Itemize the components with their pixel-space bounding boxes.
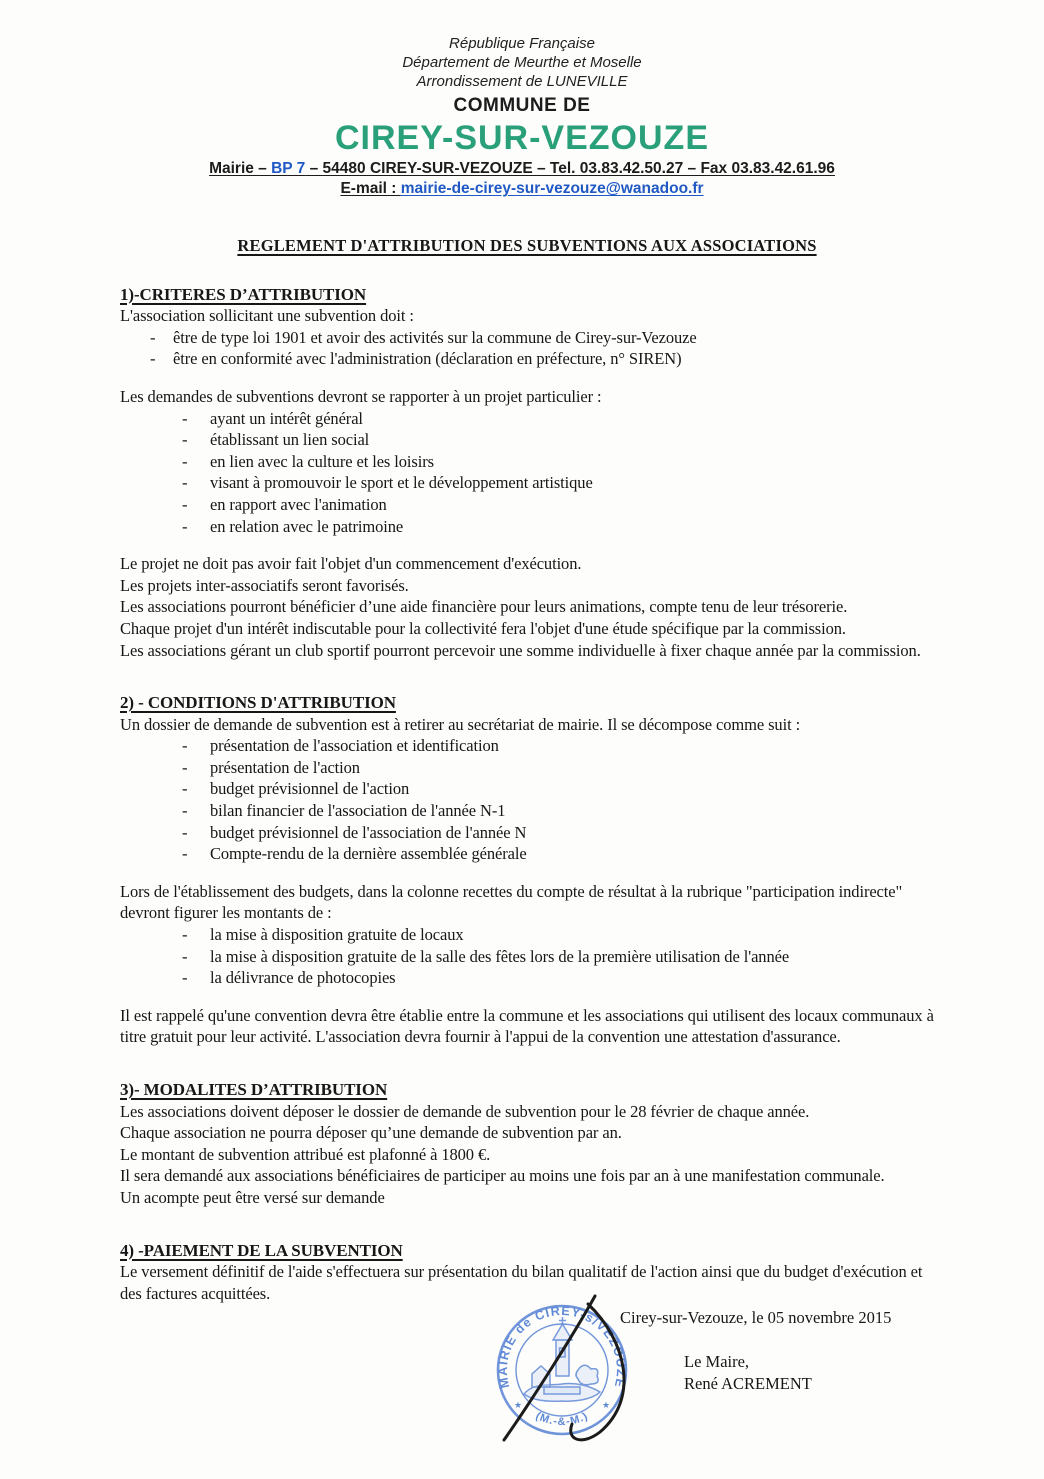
paragraph: Le versement définitif de l'aide s'effectuera sur présentation du bilan qualitatif de l'action ainsi que du budget d'exécution et des factures acquittées. [120, 1262, 923, 1303]
list-item-text: budget prévisionnel de l'action [210, 779, 410, 799]
list-item [120, 408, 934, 430]
list-item [120, 822, 934, 844]
bullet-dash: - [182, 925, 188, 945]
section-2-heading: 2) - CONDITIONS D'ATTRIBUTION [120, 693, 396, 713]
list-item [120, 735, 934, 757]
paragraph: Les associations pourront bénéficier d’une aide financière pour leurs animations, compte tenu de leur trésorerie. [120, 597, 848, 617]
paragraph: Chaque association ne pourra déposer qu’une demande de subvention par an. [120, 1123, 622, 1143]
signature-place-date: Cirey-sur-Vezouze, le 05 novembre 2015 [620, 1308, 892, 1327]
section-modalites [120, 1079, 934, 1209]
commune-name: CIREY-SUR-VEZOUZE [334, 119, 710, 157]
list-item [120, 946, 934, 968]
stamp-top-text: MAIRIE de CIREY-s/VEZOUZE [495, 1303, 629, 1390]
paragraph: Les associations doivent déposer le dossier de demande de subvention pour le 28 février de chaque année. [120, 1101, 810, 1121]
list-item [120, 429, 934, 451]
stamp-village-illustration [524, 1317, 600, 1401]
list-item-text: établissant un lien social [210, 430, 370, 450]
stamp-star-right: ★ [601, 1400, 611, 1410]
document-title: REGLEMENT D'ATTRIBUTION DES SUBVENTIONS AUX ASSOCIATIONS [237, 236, 817, 255]
list-item [120, 516, 934, 538]
bullet-dash: - [182, 736, 188, 756]
list-item-text: Compte-rendu de la dernière assemblée générale [210, 844, 527, 864]
bullet-dash: - [182, 757, 188, 777]
bullet-dash: - [182, 473, 188, 493]
list-item-text: visant à promouvoir le sport et le développement artistique [210, 473, 593, 493]
document-body [120, 235, 934, 1304]
bullet-dash: - [182, 946, 188, 966]
section-criteres [120, 284, 934, 662]
list-item [120, 967, 934, 989]
bullet-dash: - [182, 844, 188, 864]
list-item-text: en relation avec le patrimoine [210, 516, 404, 536]
bullet-dash: - [182, 822, 188, 842]
letterhead [0, 0, 1044, 198]
list-item [120, 494, 934, 516]
list-item [120, 451, 934, 473]
bullet-dash: - [182, 779, 188, 799]
stamp-bottom-text: (M.-&-M.) [533, 1409, 591, 1429]
paragraph: Un dossier de demande de subvention est à retirer au secrétariat de mairie. Il se décompose comme suit : [120, 714, 801, 734]
svg-text:(M.-&-M.) [534, 1410, 591, 1428]
section-3-heading: 3)- MODALITES D’ATTRIBUTION [120, 1080, 388, 1099]
list-item-text: en lien avec la culture et les loisirs [210, 451, 434, 471]
list-item [120, 924, 934, 946]
list-item [120, 472, 934, 494]
bullet-dash: - [182, 494, 188, 514]
signature-role: Le Maire, [684, 1352, 750, 1371]
list-item [120, 778, 934, 800]
list-item-text: la mise à disposition gratuite de locaux [210, 925, 464, 945]
bullet-dash: - [150, 349, 156, 369]
address-line [0, 160, 1044, 178]
email-line [0, 180, 1044, 198]
list-item [120, 348, 934, 370]
address-prefix: Mairie – [209, 160, 272, 177]
bullet-dash: - [182, 801, 188, 821]
paragraph: Les projets inter-associatifs seront favorisés. [120, 575, 409, 595]
bullet-dash: - [182, 408, 188, 428]
paragraph: L'association sollicitant une subvention doit : [120, 306, 414, 326]
email-link[interactable]: mairie-de-cirey-sur-vezouze@wanadoo.fr [400, 180, 704, 197]
letterhead-arrondissement: Arrondissement de LUNEVILLE [416, 73, 628, 90]
stamp-star-left: ★ [513, 1400, 523, 1410]
commune-label: COMMUNE DE [453, 95, 591, 116]
bullet-dash: - [182, 968, 188, 988]
address-rest: – 54480 CIREY-SUR-VEZOUZE – Tel. 03.83.42.50.27 – Fax 03.83.42.61.96 [305, 160, 835, 177]
stamp-icon [472, 1282, 656, 1466]
list-item [120, 800, 934, 822]
email-label: E-mail : [340, 180, 401, 197]
list-item-text: présentation de l'action [210, 757, 360, 777]
paragraph: Lors de l'établissement des budgets, dans la colonne recettes du compte de résultat à la rubrique "participation indirecte" devront figurer les montants de : [120, 881, 903, 923]
bullet-dash: - [150, 327, 156, 347]
municipal-stamp-and-signature [472, 1282, 656, 1466]
list-item-text: budget prévisionnel de l'association de l'année N [210, 822, 527, 842]
list-item-text: bilan financier de l'association de l'année N-1 [210, 801, 506, 821]
bullet-dash: - [182, 430, 188, 450]
bullet-dash: - [182, 451, 188, 471]
list-item-text: la mise à disposition gratuite de la salle des fêtes lors de la première utilisation de l'année [210, 946, 790, 966]
section-4-heading: 4) -PAIEMENT DE LA SUBVENTION [120, 1240, 403, 1260]
list-item [120, 327, 934, 349]
signature-name: René ACREMENT [684, 1374, 812, 1393]
list-item [120, 757, 934, 779]
letterhead-department: Département de Meurthe et Moselle [402, 54, 642, 71]
section-1-heading: 1)-CRITERES D’ATTRIBUTION [120, 284, 367, 304]
list-item-text: être en conformité avec l'administration (déclaration en préfecture, n° SIREN) [173, 349, 682, 369]
list-item-text: la délivrance de photocopies [210, 968, 396, 988]
paragraph: Le projet ne doit pas avoir fait l'objet d'un commencement d'exécution. [120, 554, 582, 574]
paragraph: Les demandes de subventions devront se rapporter à un projet particulier : [120, 386, 602, 406]
paragraph: Il sera demandé aux associations bénéficiaires de participer au moins une fois par an à une manifestation communale. [120, 1166, 885, 1186]
list-item-text: ayant un intérêt général [210, 408, 363, 428]
list-item-text: présentation de l'association et identification [210, 736, 499, 756]
paragraph: Le montant de subvention attribué est plafonné à 1800 €. [120, 1144, 491, 1164]
paragraph: Un acompte peut être versé sur demande [120, 1187, 385, 1207]
section-conditions [120, 692, 934, 1048]
list-item-text: être de type loi 1901 et avoir des activités sur la commune de Cirey-sur-Vezouze [173, 327, 697, 347]
letterhead-republic: République Française [449, 35, 595, 52]
list-item [120, 843, 934, 865]
bullet-dash: - [182, 516, 188, 536]
paragraph: Chaque projet d'un intérêt indiscutable pour la collectivité fera l'objet d'une étude spécifique par la commission. [120, 618, 846, 638]
address-bp: BP 7 [271, 160, 306, 177]
paragraph: Les associations gérant un club sportif pourront percevoir une somme individuelle à fixer chaque année par la commission. [120, 640, 921, 660]
paragraph: Il est rappelé qu'une convention devra être établie entre la commune et les associations qui utilisent des locaux communaux à titre gratuit pour leur activité. L'association devra fournir à l'appui de la convention une attestation d'assurance. [120, 1005, 934, 1047]
list-item-text: en rapport avec l'animation [210, 494, 387, 514]
